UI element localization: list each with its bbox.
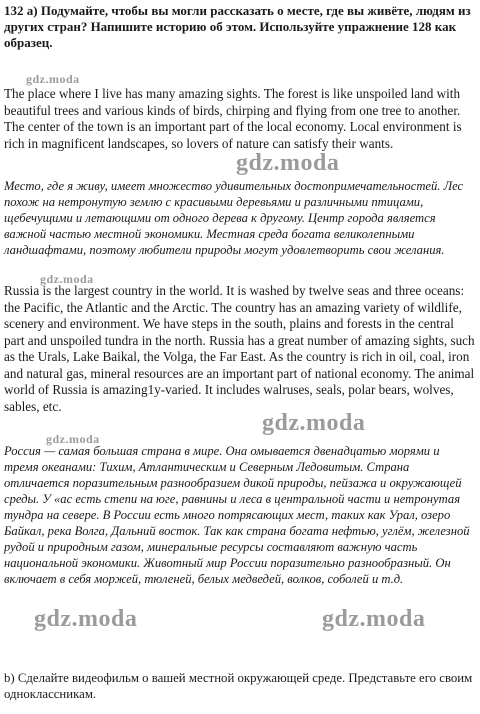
task-b-text: b) Сделайте видеофильм о вашей местной окружающей среде. Представьте его своим одноклассникам.: [4, 671, 473, 701]
watermark-4: gdz.moda: [262, 410, 366, 436]
english-paragraph-1: The place where I live has many amazing sights. The forest is like unspoiled land with beautiful trees and various kinds of birds, chirping and flying from one tree to another. The center of the town is an important part of the local economy. Local environment is rich in magnificent landscapes, so lovers of nature can satisfy their wants.: [4, 86, 462, 151]
watermark-2: gdz.moda: [236, 150, 340, 176]
watermark-5: gdz.moda: [46, 432, 100, 446]
watermark-7: gdz.moda: [322, 606, 426, 632]
watermark-3: gdz.moda: [40, 272, 94, 286]
watermark-1: gdz.moda: [26, 72, 80, 86]
task-a-heading: 132 а) Подумайте, чтобы вы могли рассказать о месте, где вы живёте, людям из других стран? Напишите историю об этом. Используйте упражнение 128 как образец.: [4, 3, 471, 50]
russian-paragraph-1: Место, где я живу, имеет множество удивительных достопримечательностей. Лес похож на нетронутую землю с красивыми деревьями и различными птицами, щебечущими и летающими от одного дерева к другому. Центр города является важной частью местной экономики. Местная среда богата великолепными ландшафтами, поэтому любители природы могут удовлетворить свои желания.: [4, 179, 464, 257]
russian-paragraph-2: Россия — самая большая страна в мире. Она омывается двенадцатью морями и тремя океанами: Тихим, Атлантическим и Северным Ледовитым. Страна отличается поразительным разнообразием дикой природы, пейзажа и окружающей среды. У «ас есть степи на юге, равнины и леса в центральной части и нетронутая тундра на севере. В России есть много потрясающих мест, таких как Урал, озеро Байкал, река Волга, Дальний восток. Так как страна богата нефтью, углём, железной рудой и природным газом, минеральные ресурсы составляют важную часть национальной экономики. Животный мир России поразительно разнообразный. Он включает в себя моржей, тюленей, белых медведей, волков, соболей и т.д.: [4, 444, 470, 586]
english-paragraph-2: Russia is the largest country in the world. It is washed by twelve seas and three oceans: the Pacific, the Atlantic and the Arctic. The country has an amazing variety of wildlife, scenery and environment. We have steps in the south, plains and forests in the central part and unspoiled tundra in the north. Russia has a great number of amazing sights, such as the Urals, Lake Baikal, the Volga, the Far East. As the country is rich in oil, coal, iron and natural gas, mineral resources are an important part of national economy. The animal world of Russia is amazing1y-varied. It includes walruses, seals, polar bears, wolves, sables, etc.: [4, 283, 475, 414]
watermark-6: gdz.moda: [34, 606, 138, 632]
